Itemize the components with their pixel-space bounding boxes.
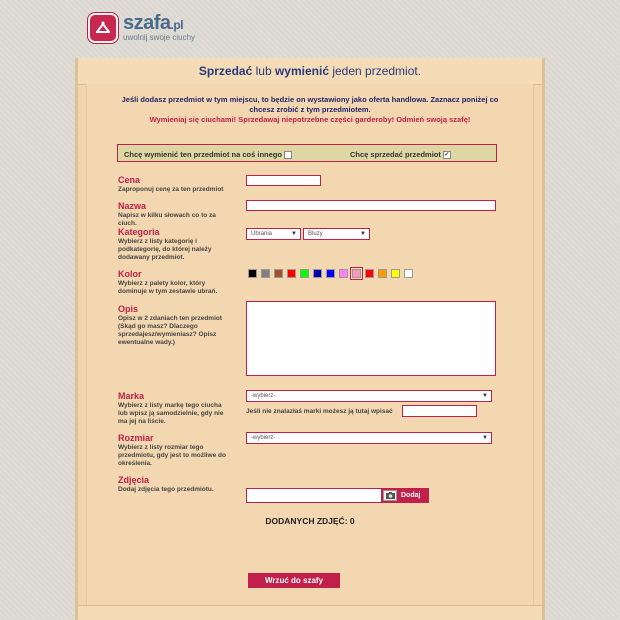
description-textarea[interactable] <box>246 301 496 376</box>
intro-slogan: Wymieniaj się ciuchami! Sprzedawaj niepotrzebne części garderoby! Odmień swoją szafę! <box>149 115 471 124</box>
photos-label: Zdjęcia <box>118 475 150 485</box>
chevron-down-icon: ▼ <box>482 435 488 441</box>
offer-type-bar <box>117 144 497 162</box>
category-label: Kategoria <box>118 227 160 237</box>
sell-checkbox[interactable]: ✓ <box>444 152 450 159</box>
subcategory-select[interactable]: Bluzy ▼ <box>303 228 370 240</box>
description-label: Opis <box>118 304 139 314</box>
size-label: Rozmiar <box>118 433 154 443</box>
color-swatch[interactable] <box>287 269 296 278</box>
brand-label: Marka <box>118 391 145 401</box>
photo-file-input[interactable] <box>246 488 382 503</box>
category-desc: Wybierz z listy kategorię i podkategorię, do której należy dodawany przedmiot. <box>118 238 212 261</box>
color-swatch[interactable] <box>300 269 309 278</box>
size-desc: Wybierz z listy rozmiar tego przedmiotu, gdy jest to możliwe do określenia. <box>118 444 226 467</box>
price-label: Cena <box>118 175 141 185</box>
size-label-group <box>118 433 230 468</box>
site-logo[interactable] <box>88 13 195 43</box>
sell-option[interactable]: Chcę sprzedać przedmiot ✓ <box>350 150 450 159</box>
color-swatch[interactable] <box>261 269 270 278</box>
color-label-group <box>118 269 230 296</box>
name-desc: Napisz w kilku słowach co to za ciuch. <box>118 212 216 227</box>
size-select[interactable]: -wybierz- ▼ <box>246 432 492 444</box>
logo-tld: .pl <box>170 18 184 32</box>
color-swatch[interactable] <box>391 269 400 278</box>
chevron-down-icon: ▼ <box>482 393 488 399</box>
color-desc: Wybierz z palety kolor, który dominuje w tym zestawie ubrań. <box>118 280 218 295</box>
logo-hanger-icon <box>88 13 118 43</box>
chevron-down-icon: ▼ <box>291 231 297 237</box>
logo-tagline: uwolnij swoje ciuchy <box>123 33 196 42</box>
name-label-group <box>118 201 230 228</box>
name-input[interactable] <box>246 200 496 211</box>
brand-label-group <box>118 391 230 426</box>
description-desc: Opisz w 2 zdaniach ten przedmiot (Skąd go masz? Dlaczego sprzedajesz/wymieniasz? Opisz ewentualne wady.) <box>118 315 223 346</box>
color-palette <box>248 269 413 278</box>
name-label: Nazwa <box>118 201 147 211</box>
brand-desc: Wybierz z listy markę tego ciucha lub wpisz ją samodzielnie, gdy nie ma jej na liście. <box>118 402 224 425</box>
page-title: Sprzedać lub wymienić jeden przedmiot. <box>198 64 422 78</box>
logo-name: szafa <box>123 12 171 34</box>
description-label-group <box>118 304 230 347</box>
category-label-group <box>118 227 230 262</box>
color-swatch[interactable] <box>313 269 322 278</box>
color-swatch[interactable] <box>404 269 413 278</box>
category-select[interactable]: Ubrania ▼ <box>246 228 301 240</box>
color-swatch[interactable] <box>365 269 374 278</box>
color-swatch[interactable] <box>378 269 387 278</box>
intro-text: Jeśli dodasz przedmiot w tym miejscu, to będzie on wystawiony jako oferta handlowa. Zaznacz poniżej co chcesz zrobić z tym przedmiotem. <box>121 95 499 114</box>
camera-icon <box>383 490 397 501</box>
color-swatch[interactable] <box>248 269 257 278</box>
color-swatch[interactable] <box>274 269 283 278</box>
brand-alt-text: Jeśli nie znalazłaś marki możesz ją tutaj wpisać <box>246 408 393 415</box>
brand-custom-input[interactable] <box>402 405 477 417</box>
price-desc: Zaproponuj cenę za ten przedmiot <box>118 186 224 193</box>
photos-desc: Dodaj zdjęcia tego przedmiotu. <box>118 486 214 493</box>
exchange-option[interactable]: Chcę wymienić ten przedmiot na coś innego <box>124 150 292 159</box>
color-swatch[interactable] <box>326 269 335 278</box>
color-swatch[interactable] <box>352 269 361 278</box>
price-input[interactable] <box>246 175 321 186</box>
photos-label-group <box>118 475 230 494</box>
submit-button[interactable]: Wrzuć do szafy <box>248 573 340 588</box>
photos-count: DODANYCH ZDJĘĆ: 0 <box>265 516 355 526</box>
price-label-group <box>118 175 230 194</box>
color-label: Kolor <box>118 269 142 279</box>
color-swatch[interactable] <box>339 269 348 278</box>
exchange-checkbox[interactable] <box>284 151 292 159</box>
chevron-down-icon: ▼ <box>360 231 366 237</box>
add-photo-button[interactable]: Dodaj <box>381 488 429 503</box>
brand-select[interactable]: -wybierz- ▼ <box>246 390 492 402</box>
